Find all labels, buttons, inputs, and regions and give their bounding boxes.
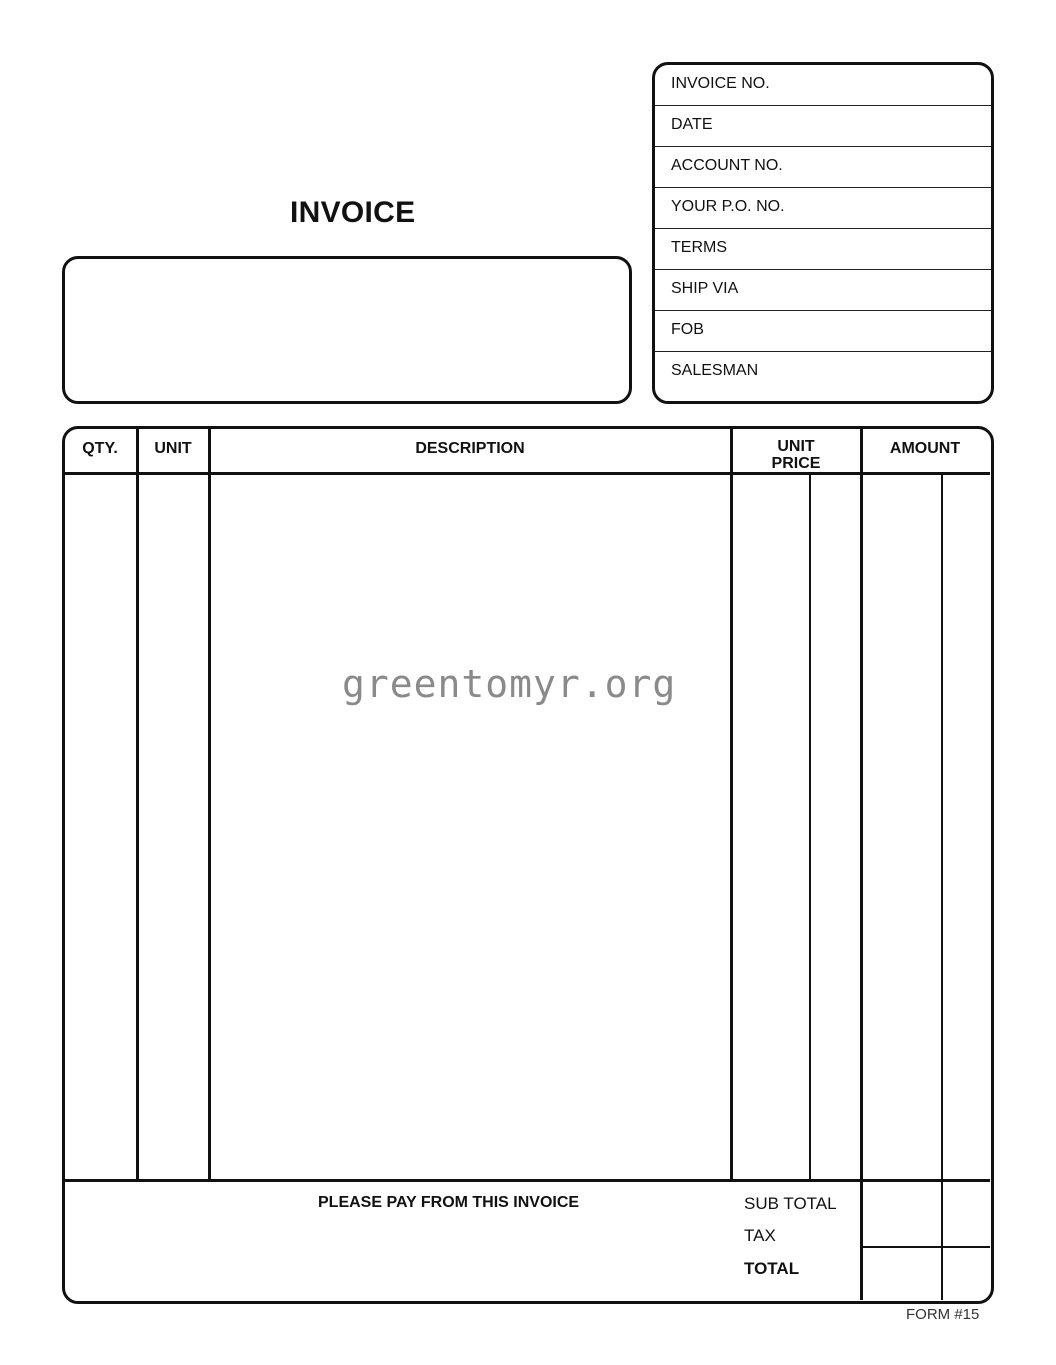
line-items-table [62, 426, 994, 1304]
info-label: ACCOUNT NO. [671, 157, 783, 174]
tax-label: TAX [744, 1226, 776, 1245]
info-row-account-no[interactable] [655, 147, 991, 188]
info-row-ship-via[interactable] [655, 270, 991, 311]
info-row-salesman[interactable] [655, 352, 991, 393]
watermark: greentomyr.org [342, 662, 677, 706]
info-label: TERMS [671, 239, 727, 256]
header-unit: UNIT [154, 440, 192, 457]
header-unit-price-line1: UNIT [777, 438, 815, 455]
footer-divider [64, 1179, 990, 1182]
info-row-invoice-no[interactable] [655, 65, 991, 106]
header-divider [64, 472, 990, 475]
customer-address-box[interactable] [62, 256, 632, 404]
pay-note: PLEASE PAY FROM THIS INVOICE [318, 1194, 580, 1211]
info-label: FOB [671, 321, 704, 338]
info-label: INVOICE NO. [671, 75, 770, 92]
header-description: DESCRIPTION [415, 440, 525, 457]
header-unit-price-line2: PRICE [771, 455, 821, 472]
subtotal-label: SUB TOTAL [744, 1194, 837, 1213]
info-label: DATE [671, 116, 713, 133]
unit-price-cents-divider [809, 474, 811, 1180]
header-qty: QTY. [82, 440, 118, 457]
info-label: SALESMAN [671, 362, 759, 379]
column-divider-unit [208, 428, 211, 1180]
info-label: SHIP VIA [671, 280, 739, 297]
info-row-date[interactable] [655, 106, 991, 147]
info-row-terms[interactable] [655, 229, 991, 270]
header-unit-price [732, 438, 860, 472]
invoice-title: INVOICE [290, 196, 416, 229]
column-divider-qty [136, 428, 139, 1180]
info-row-po-no[interactable] [655, 188, 991, 229]
header-amount: AMOUNT [889, 440, 961, 457]
info-row-fob[interactable] [655, 311, 991, 352]
column-divider-description [730, 428, 733, 1180]
amount-cents-divider [941, 474, 943, 1300]
column-divider-unit-price [860, 428, 863, 1300]
total-label: TOTAL [744, 1259, 800, 1278]
invoice-info-box [652, 62, 994, 404]
form-number: FORM #15 [906, 1306, 980, 1323]
totals-row-divider [862, 1246, 990, 1248]
info-label: YOUR P.O. NO. [671, 198, 785, 215]
